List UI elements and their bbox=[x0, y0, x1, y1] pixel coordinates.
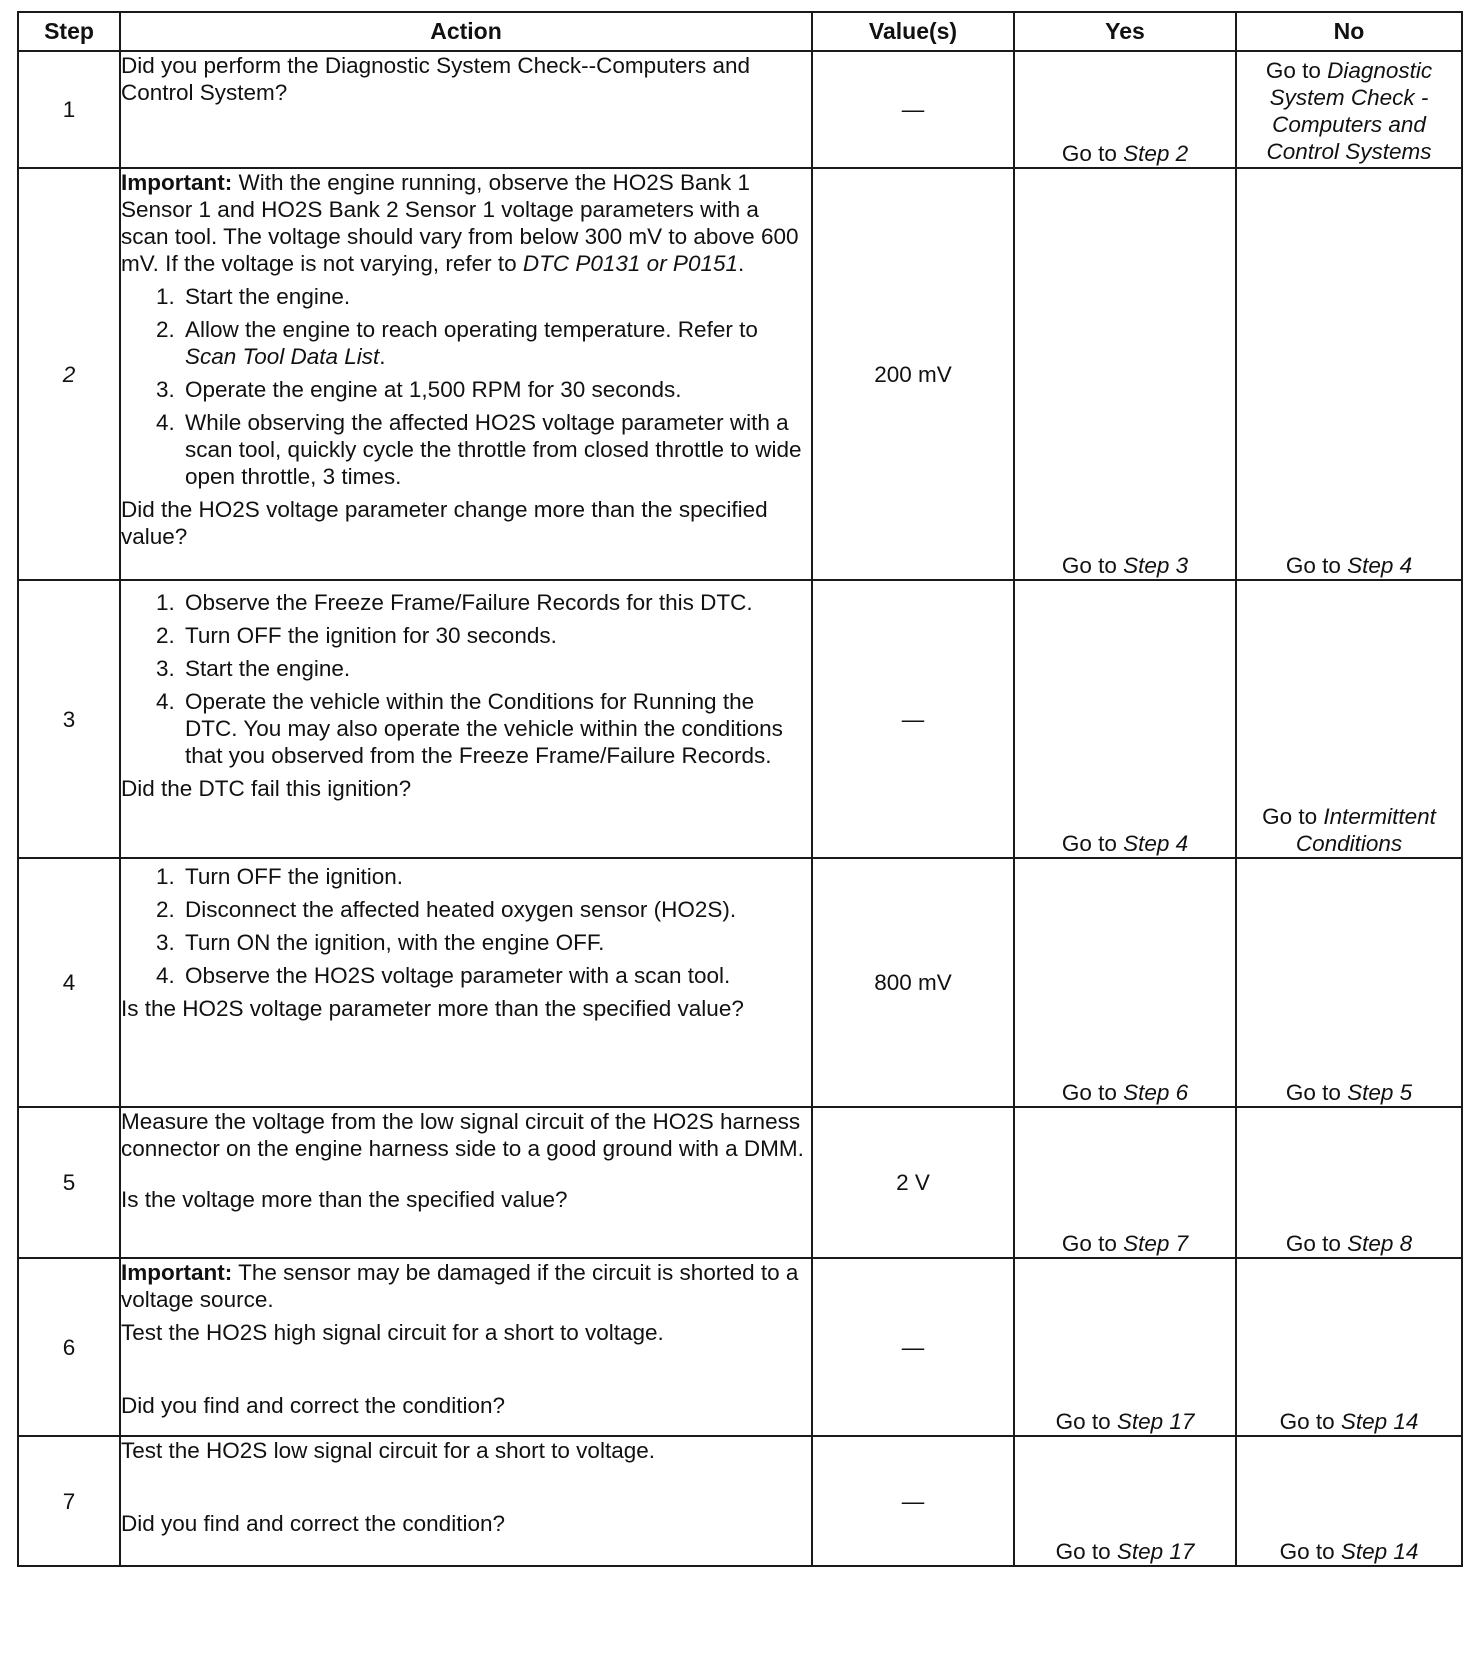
yes-link[interactable]: Step 3 bbox=[1123, 553, 1189, 578]
question-text: Did you find and correct the condition? bbox=[121, 1393, 505, 1418]
step-list bbox=[121, 283, 811, 490]
value-cell: — bbox=[812, 1258, 1014, 1436]
scan-tool-data-list-link[interactable]: Scan Tool Data List bbox=[185, 344, 380, 369]
list-item: 1. Turn OFF the ignition. bbox=[181, 863, 811, 890]
list-item: 4. While observing the affected HO2S voltage parameter with a scan tool, quickly cycle the throttle from closed throttle to wide open throttle, 3 times. bbox=[181, 409, 811, 490]
step-number: 1 bbox=[18, 51, 120, 168]
value-cell: 2 V bbox=[812, 1107, 1014, 1258]
dtc-reference-link[interactable]: DTC P0131 or P0151 bbox=[522, 251, 738, 276]
no-link[interactable]: Step 14 bbox=[1340, 1409, 1419, 1434]
important-note bbox=[121, 169, 811, 277]
go-to-label: Go to bbox=[1055, 1539, 1111, 1564]
no-link[interactable]: Step 4 bbox=[1347, 553, 1413, 578]
yes-link[interactable]: Step 7 bbox=[1123, 1231, 1189, 1256]
go-to-label: Go to bbox=[1061, 1080, 1117, 1105]
action-cell bbox=[120, 580, 812, 858]
list-item: 1. Start the engine. bbox=[181, 283, 811, 310]
no-link[interactable]: Step 5 bbox=[1347, 1080, 1413, 1105]
value-cell: — bbox=[812, 580, 1014, 858]
go-to-label: Go to bbox=[1279, 1409, 1335, 1434]
header-step: Step bbox=[18, 12, 120, 51]
important-text: The sensor may be damaged if the circuit is shorted to a voltage source. bbox=[121, 1260, 799, 1312]
yes-cell bbox=[1014, 858, 1236, 1107]
list-item: 3. Turn ON the ignition, with the engine OFF. bbox=[181, 929, 811, 956]
no-cell bbox=[1236, 580, 1462, 858]
go-to-label: Go to bbox=[1285, 1231, 1341, 1256]
table-row-step-3 bbox=[18, 580, 1462, 858]
step-list bbox=[121, 589, 811, 769]
step-number bbox=[18, 168, 120, 580]
question-text: Did the DTC fail this ignition? bbox=[121, 776, 412, 801]
important-text-end: . bbox=[738, 251, 745, 276]
go-to-label: Go to bbox=[1279, 1539, 1335, 1564]
step-list bbox=[121, 863, 811, 989]
no-link[interactable]: Intermittent Conditions bbox=[1295, 804, 1436, 856]
list-item: 3. Operate the engine at 1,500 RPM for 30 seconds. bbox=[181, 376, 811, 403]
yes-cell bbox=[1014, 1436, 1236, 1566]
important-text: With the engine running, observe the HO2S Bank 1 Sensor 1 and HO2S Bank 2 Sensor 1 voltage parameters with a scan tool. The voltage should vary from below 300 mV to above 600 mV. If the voltage is not varying, refer to bbox=[121, 170, 799, 276]
no-cell bbox=[1236, 1436, 1462, 1566]
action-cell bbox=[120, 858, 812, 1107]
no-link[interactable]: Diagnostic System Check - Computers and Control Systems bbox=[1266, 58, 1433, 164]
list-item: 1. Observe the Freeze Frame/Failure Records for this DTC. bbox=[181, 589, 811, 616]
action-cell bbox=[120, 1258, 812, 1436]
question-text: Is the voltage more than the specified value? bbox=[121, 1187, 568, 1212]
no-link[interactable]: Step 14 bbox=[1340, 1539, 1419, 1564]
yes-cell bbox=[1014, 1107, 1236, 1258]
list-item bbox=[181, 316, 811, 370]
table-row-step-2 bbox=[18, 168, 1462, 580]
value-cell: — bbox=[812, 1436, 1014, 1566]
list-item: 2. Disconnect the affected heated oxygen sensor (HO2S). bbox=[181, 896, 811, 923]
action-text: Test the HO2S high signal circuit for a short to voltage. bbox=[121, 1320, 664, 1345]
header-action: Action bbox=[120, 12, 812, 51]
value-cell: — bbox=[812, 51, 1014, 168]
table-row-step-7 bbox=[18, 1436, 1462, 1566]
go-to-label: Go to bbox=[1061, 1231, 1117, 1256]
yes-link[interactable]: Step 6 bbox=[1123, 1080, 1189, 1105]
step-number: 3 bbox=[18, 580, 120, 858]
header-no: No bbox=[1236, 12, 1462, 51]
no-cell bbox=[1236, 1258, 1462, 1436]
step-number: 5 bbox=[18, 1107, 120, 1258]
list-item-text: Allow the engine to reach operating temperature. Refer to bbox=[185, 317, 758, 342]
question-text: Did you find and correct the condition? bbox=[121, 1511, 505, 1536]
yes-link[interactable]: Step 17 bbox=[1116, 1539, 1195, 1564]
step-number: 6 bbox=[18, 1258, 120, 1436]
important-label: Important: bbox=[121, 170, 233, 195]
action-text: Test the HO2S low signal circuit for a short to voltage. bbox=[121, 1438, 655, 1463]
important-note bbox=[121, 1259, 811, 1313]
go-to-label: Go to bbox=[1262, 804, 1318, 829]
action-cell bbox=[120, 51, 812, 168]
header-row bbox=[18, 12, 1462, 51]
no-cell bbox=[1236, 858, 1462, 1107]
no-cell bbox=[1236, 168, 1462, 580]
value-cell: 800 mV bbox=[812, 858, 1014, 1107]
list-item-text-end: . bbox=[379, 344, 386, 369]
go-to-label: Go to bbox=[1285, 553, 1341, 578]
table-row-step-4 bbox=[18, 858, 1462, 1107]
no-link[interactable]: Step 8 bbox=[1347, 1231, 1413, 1256]
yes-link[interactable]: Step 17 bbox=[1116, 1409, 1195, 1434]
action-cell bbox=[120, 1107, 812, 1258]
step-number-text: 2 bbox=[62, 361, 76, 387]
no-cell bbox=[1236, 1107, 1462, 1258]
go-to-label: Go to bbox=[1265, 58, 1321, 83]
table-row-step-1 bbox=[18, 51, 1462, 168]
go-to-label: Go to bbox=[1285, 1080, 1341, 1105]
list-item: 3. Start the engine. bbox=[181, 655, 811, 682]
list-item: 4. Operate the vehicle within the Conditions for Running the DTC. You may also operate the vehicle within the conditions that you observed from the Freeze Frame/Failure Records. bbox=[181, 688, 811, 769]
action-text: Did you perform the Diagnostic System Check--Computers and Control System? bbox=[121, 53, 751, 105]
yes-link[interactable]: Step 2 bbox=[1123, 141, 1189, 166]
question-text: Is the HO2S voltage parameter more than the specified value? bbox=[121, 996, 744, 1021]
list-item: 2. Turn OFF the ignition for 30 seconds. bbox=[181, 622, 811, 649]
no-cell bbox=[1236, 51, 1462, 168]
action-cell bbox=[120, 168, 812, 580]
yes-cell bbox=[1014, 168, 1236, 580]
table-row-step-5 bbox=[18, 1107, 1462, 1258]
header-yes: Yes bbox=[1014, 12, 1236, 51]
important-label: Important: bbox=[121, 1260, 233, 1285]
yes-cell bbox=[1014, 51, 1236, 168]
action-cell bbox=[120, 1436, 812, 1566]
yes-link[interactable]: Step 4 bbox=[1123, 831, 1189, 856]
go-to-label: Go to bbox=[1061, 831, 1117, 856]
question-text: Did the HO2S voltage parameter change more than the specified value? bbox=[121, 497, 768, 549]
go-to-label: Go to bbox=[1055, 1409, 1111, 1434]
step-number: 7 bbox=[18, 1436, 120, 1566]
action-text: Measure the voltage from the low signal circuit of the HO2S harness connector on the engine harness side to a good ground with a DMM. bbox=[121, 1109, 804, 1161]
yes-cell bbox=[1014, 1258, 1236, 1436]
header-values: Value(s) bbox=[812, 12, 1014, 51]
table-row-step-6 bbox=[18, 1258, 1462, 1436]
diagnostic-table bbox=[17, 11, 1463, 1567]
step-number: 4 bbox=[18, 858, 120, 1107]
go-to-label: Go to bbox=[1061, 141, 1117, 166]
yes-cell bbox=[1014, 580, 1236, 858]
list-item: 4. Observe the HO2S voltage parameter with a scan tool. bbox=[181, 962, 811, 989]
go-to-label: Go to bbox=[1061, 553, 1117, 578]
value-cell: 200 mV bbox=[812, 168, 1014, 580]
